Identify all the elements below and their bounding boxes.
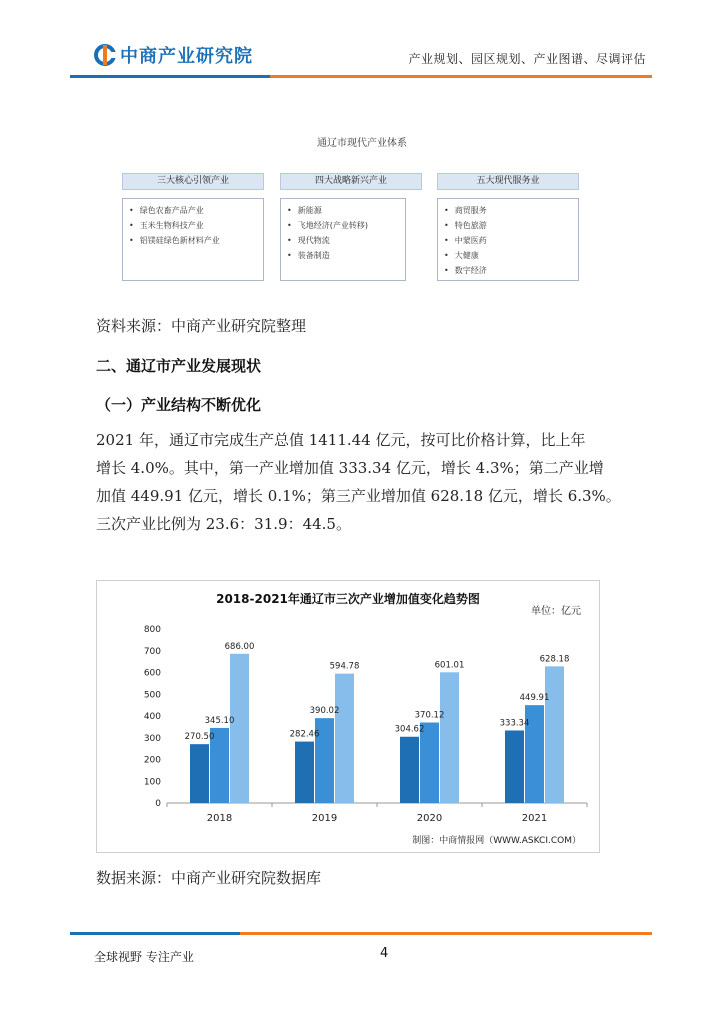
bar-1: [190, 744, 209, 803]
x-tick-label: 2018: [206, 813, 233, 824]
data-label: 270.50: [184, 732, 215, 743]
diagram-list-item: • 大健康: [444, 248, 572, 263]
bar-chart: [97, 581, 599, 852]
chart-unit: 单位：亿元: [531, 606, 581, 617]
x-tick-label: 2019: [311, 813, 338, 824]
bar-1: [295, 742, 314, 803]
diagram-list-item: • 玉米生物科技产业: [129, 218, 257, 233]
data-label: 304.62: [394, 724, 425, 735]
diagram-column-heading: 五大现代服务业: [437, 173, 579, 190]
subsection-heading: （一）产业结构不断优化: [96, 396, 262, 414]
diagram-list-item: • 现代物流: [287, 233, 399, 248]
chart-frame: [96, 580, 600, 853]
logo-icon: [94, 44, 116, 66]
data-label: 601.01: [434, 660, 465, 671]
logo-text: 中商产业研究院: [120, 46, 253, 67]
y-tick-label: 200: [143, 755, 161, 766]
diagram-title: 通辽市现代产业体系: [317, 138, 407, 149]
y-tick-label: 100: [143, 777, 161, 788]
diagram-list-item: • 中蒙医药: [444, 233, 572, 248]
data-label: 370.12: [414, 710, 445, 721]
diagram-list-box: [280, 198, 406, 281]
diagram-column-heading: 四大战略新兴产业: [280, 173, 422, 190]
section-heading: 二、通辽市产业发展现状: [96, 357, 262, 375]
y-tick-label: 400: [143, 712, 161, 722]
bar-3: [335, 674, 354, 803]
bar-3: [545, 666, 564, 803]
bar-3: [440, 672, 459, 803]
diagram-list-item: • 飞地经济(产业转移): [287, 218, 399, 233]
diagram-list-item: • 数字经济: [444, 263, 572, 278]
paragraph-line: 增长 4.0%。其中，第一产业增加值 333.34 亿元，增长 4.3%；第二产业增: [96, 459, 604, 477]
y-tick-label: 600: [143, 668, 161, 679]
diagram-list-item: • 铝镁硅绿色新材料产业: [129, 233, 257, 248]
diagram-list-item: • 装备制造: [287, 248, 399, 263]
data-label: 390.02: [309, 706, 340, 717]
diagram-column-core: [122, 173, 264, 281]
header-divider-accent: [270, 75, 652, 78]
data-label: 282.46: [289, 729, 320, 740]
chart-title: 2018-2021年通辽市三次产业增加值变化趋势图: [216, 592, 480, 606]
paragraph-line: 2021 年，通辽市完成生产总值 1411.44 亿元，按可比价格计算，比上年: [96, 431, 586, 449]
diagram-column-heading: 三大核心引领产业: [122, 173, 264, 190]
x-tick-label: 2021: [521, 813, 548, 824]
header-tagline: 产业规划、园区规划、产业图谱、尽调评估: [408, 52, 646, 66]
source-note: 资料来源：中商产业研究院整理: [96, 317, 307, 335]
paragraph-line: 加值 449.91 亿元，增长 0.1%；第三产业增加值 628.18 亿元，增长 6.3%。: [96, 487, 621, 505]
data-label: 686.00: [224, 641, 255, 652]
data-source-note: 数据来源：中商产业研究院数据库: [96, 869, 322, 887]
bar-1: [400, 737, 419, 803]
data-label: 628.18: [539, 654, 570, 665]
diagram-column-services: [437, 173, 579, 281]
y-tick-label: 500: [143, 690, 161, 701]
data-label: 594.78: [329, 661, 360, 672]
diagram-list-item: • 特色旅游: [444, 218, 572, 233]
page-number: 4: [380, 946, 389, 961]
body-paragraph: [96, 426, 656, 538]
chart-credit: 制图：中商情报网（WWW.ASKCI.COM）: [412, 836, 581, 846]
bar-1: [505, 730, 524, 803]
diagram-column-strategic: [280, 173, 422, 281]
header-divider: [70, 75, 270, 78]
footer-divider-accent: [240, 932, 652, 935]
footer-slogan: 全球视野 专注产业: [94, 950, 194, 964]
bar-3: [230, 654, 249, 803]
diagram-list-box: [122, 198, 264, 281]
data-label: 345.10: [204, 715, 235, 726]
diagram-list-item: • 绿色农畜产品产业: [129, 203, 257, 218]
y-tick-label: 700: [143, 646, 161, 657]
paragraph-line: 三次产业比例为 23.6：31.9：44.5。: [96, 515, 351, 533]
diagram-list-box: [437, 198, 579, 281]
x-tick-label: 2020: [416, 813, 443, 824]
footer-divider: [70, 932, 240, 935]
y-tick-label: 300: [143, 733, 161, 744]
data-label: 333.34: [499, 718, 530, 729]
data-label: 449.91: [519, 693, 550, 704]
y-tick-label: 0: [155, 799, 161, 809]
logo: [94, 42, 253, 68]
y-tick-label: 800: [143, 625, 161, 635]
diagram-list-item: • 新能源: [287, 203, 399, 218]
diagram-list-item: • 商贸服务: [444, 203, 572, 218]
